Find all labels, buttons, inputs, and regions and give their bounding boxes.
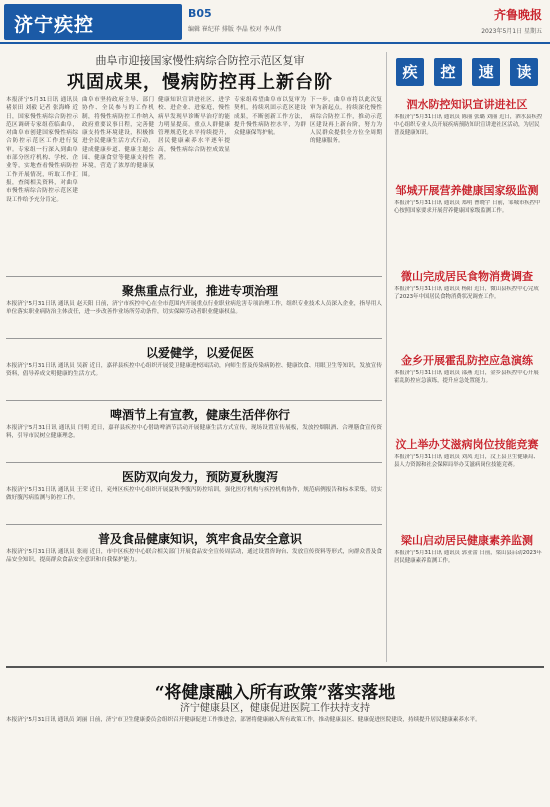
page-header (0, 0, 550, 44)
section-divider (6, 462, 382, 463)
section-title-school: 以爱健学，以爱促医 (145, 346, 254, 360)
newspaper-brand: 齐鲁晚报 (493, 8, 542, 22)
brief-title-jinxiang: 金乡开展霍乱防控应急演练 (401, 354, 533, 367)
brief-title-weishan: 微山完成居民食物消费调查 (401, 270, 533, 283)
section-title-beer-festival: 啤酒节上有宣教，健康生活伴你行 (109, 408, 290, 422)
section-logo-text: 济宁疾控 (14, 14, 95, 36)
lead-column-2: 曲阜市坚持政府主导、部门协作、全民参与的工作机制，将慢性病防控工作纳入政府重要议事日程，完善健康支持性环境建设，积极推进全民健康生活方式行动，建成健康步道、健康主题公园、健康食堂等健康支持性环境，营造了浓厚的健康氛围。 (82, 97, 154, 178)
brief-title-zoucheng: 邹城开展营养健康国家级监测 (395, 184, 539, 197)
lead-column-3: 健康知识宣讲进社区、进学校、进企业、进家庭，慢性病早发现早诊断早治疗的能力明显提高，重点人群健康管理规范化水平持续提升，居民健康素养水平逐年提高，慢性病综合防控成效显著。 (158, 97, 230, 162)
section-title-diarrhea: 医防双向发力，预防夏秋腹泻 (121, 470, 278, 484)
bottom-title: “将健康融入所有政策”落实落地 (154, 683, 396, 703)
issue-date: 2023年5月1日 星期五 (481, 28, 542, 35)
brief-text-sishui: 本报济宁5月31日讯 通讯员 陈丽 张璐 刘丽 近日，泗水县疾控中心组织专业人员开展疾病预防知识宣讲进社区活动，为居民普及健康知识。 (394, 114, 543, 136)
section-divider (6, 276, 382, 277)
lead-subtitle: 曲阜市迎接国家慢性病综合防控示范区复审 (95, 54, 305, 67)
banner-char: 速 (472, 58, 500, 86)
brief-text-zoucheng: 本报济宁5月31日讯 通讯员 郑明 曹晓宇 日前，邹城市疾控中心按照国家要求开展营养健康国家级监测工作。 (394, 200, 541, 214)
section-divider (6, 338, 382, 339)
brief-title-wenshang: 汶上举办艾滋病岗位技能竞赛 (395, 438, 539, 451)
section-text-industry: 本报济宁5月31日讯 通讯员 赵天阳 日前，济宁市疾控中心在全市范围内开展重点行业职业病危害专项治理工作，组织专业技术人员深入企业，指导用人单位落实职业病防治主体责任，进一步改善作业场所劳动条件，切实保障劳动者职业健康权益。 (6, 301, 382, 316)
section-divider (6, 400, 382, 401)
section-title-industry: 聚焦重点行业，推进专项治理 (121, 284, 278, 298)
banner-char: 疾 (396, 58, 424, 86)
bottom-text: 本报济宁5月31日讯 通讯员 刘丽 日前，济宁市卫生健康委员会组织召开健康促进工作推进会，部署将健康融入所有政策工作，推动健康县区、健康促进医院建设，持续提升居民健康素养水平。 (6, 717, 481, 723)
section-text-food-safety: 本报济宁5月31日讯 通讯员 张雨 近日，市中区疾控中心联合相关部门开展食品安全宣传周活动，通过设置咨询台、发放宣传资料等形式，向群众普及食品安全知识，提高群众食品安全意识和自我保护能力。 (6, 549, 382, 564)
section-title-food-safety: 普及食品健康知识，筑牢食品安全意识 (97, 532, 302, 546)
brief-text-weishan: 本报济宁5月31日讯 通讯员 杨阳 近日，微山县疾控中心完成了2023年中国居民食物消费状况调查工作。 (394, 286, 539, 300)
quick-read-banner (396, 58, 538, 88)
bottom-rule (6, 666, 544, 668)
section-text-school: 本报济宁5月31日讯 通讯员 吴新 近日，嘉祥县疾控中心组织开展爱卫健康进校园活动，向师生普及传染病防控、健康饮食、用眼卫生等知识，发放宣传资料，倡导养成文明健康的生活方式。 (6, 363, 382, 378)
column-rule (386, 52, 387, 662)
brief-text-jinxiang: 本报济宁5月31日讯 通讯员 邵燕 近日，金乡县疾控中心开展霍乱防控应急演练，提升应急处置能力。 (394, 370, 539, 384)
lead-column-4: 专家组希望曲阜市以复审为契机，持续巩固示范区建设成果，不断创新工作方法，提升慢性病防控水平，为群众健康保驾护航。 (234, 97, 306, 137)
header-rule (0, 42, 550, 44)
brief-title-sishui: 泗水防控知识宣讲进社区 (406, 98, 528, 111)
lead-title: 巩固成果，慢病防控再上新台阶 (67, 72, 333, 93)
banner-char: 控 (434, 58, 462, 86)
section-logo (4, 4, 182, 40)
section-text-diarrhea: 本报济宁5月31日讯 通讯员 王荣 近日，兖州区疾控中心组织开展夏秋季腹泻防控培训，强化医疗机构与疾控机构协作，规范病例报告和标本采集，切实做好腹泻病监测与防控工作。 (6, 487, 382, 502)
page-number: B05 (188, 7, 212, 20)
banner-char: 读 (510, 58, 538, 86)
brief-text-wenshang: 本报济宁5月31日讯 通讯员 刘凤 近日，汶上县卫生健康局、县人力资源和社会保障局举办艾滋病岗位技能竞赛。 (394, 454, 539, 468)
section-text-beer-festival: 本报济宁5月31日讯 通讯员 闫明 近日，嘉祥县疾控中心借助啤酒节活动开展健康生活方式宣传，现场设置宣传展板，发放控烟限酒、合理膳食宣传资料，引导市民树立健康理念。 (6, 425, 382, 440)
editor-credits: 编辑 崔纪祥 排版 李晶 校对 李从伟 (188, 26, 282, 33)
brief-text-liangshan: 本报济宁5月31日讯 通讯员 郭亚蕾 日前，梁山县启动2023年居民健康素养监测工作。 (394, 550, 542, 564)
lead-column-1: 本报济宁5月31日讯 通讯员 褚景田 刘毅 记者 张海峰 近日，国家慢性病综合防控示范区调研专家组莅临曲阜，对曲阜市创建国家慢性病综合防控示范区工作进行复审。专家组一行深入到曲阜市部分医疗机构、学校、企业等，实地查看慢性病防控工作开展情况，听取工作汇报，查阅相关资料，对曲阜市慢性病综合防控示范区建设工作给予充分肯定。 (6, 97, 78, 203)
section-divider (6, 524, 382, 525)
brief-title-liangshan: 梁山启动居民健康素养监测 (401, 534, 533, 547)
lead-column-5: 下一步，曲阜市将以此次复审为新起点，持续深化慢性病综合防控工作，推动示范区建设再上新台阶，努力为人民群众提供全方位全周期的健康服务。 (310, 97, 382, 145)
bottom-subtitle: 济宁健康县区，健康促进医院工作扶持支持 (180, 703, 370, 714)
